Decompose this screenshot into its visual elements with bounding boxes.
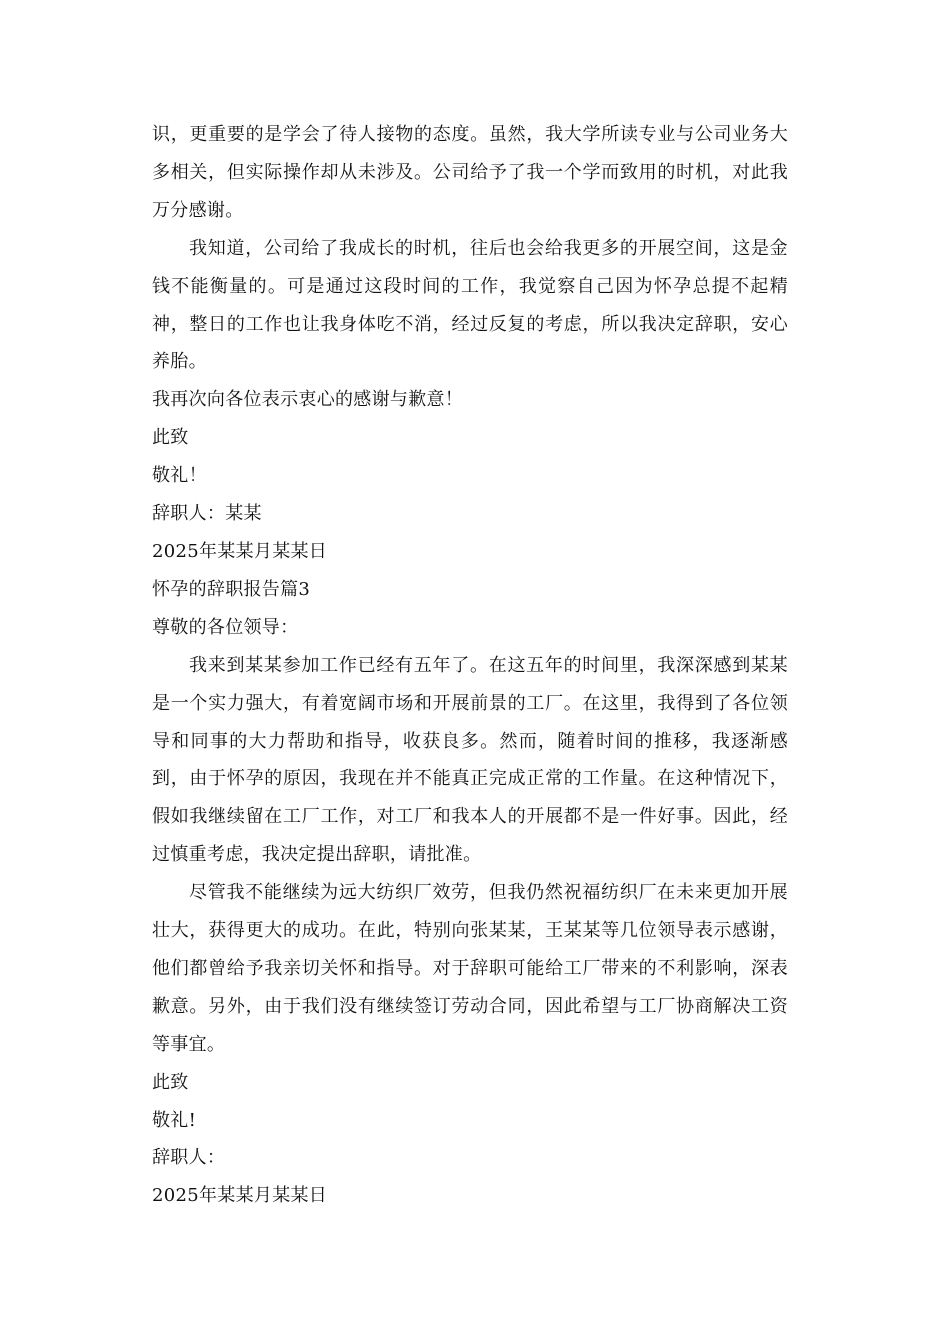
closing-respect: 敬礼!	[152, 1109, 197, 1131]
signer: 辞职人：某某	[152, 503, 262, 525]
paragraph: 我来到某某参加工作已经有五年了。在这五年的时间里，我深深感到某某是一个实力强大，有着宽阔市场和开展前景的工厂。在这里，我得到了各位领导和同事的大力帮助和指导，收获良多。然而，随着时间的推移，我逐渐感到，由于怀孕的原因，我现在并不能真正完成正常的工作量。在这种情况下，假如我继续留在工厂工作，对工厂和我本人的开展都不是一件好事。因此，经过慎重考虑，我决定提出辞职，请批准。	[152, 654, 788, 866]
paragraph-thanks: 我再次向各位表示衷心的感谢与歉意！	[152, 389, 464, 411]
date: 2025年某某月某某日	[152, 1185, 328, 1207]
document-body	[152, 116, 788, 1215]
signer: 辞职人：	[152, 1147, 226, 1169]
closing-salute: 此致	[152, 1071, 189, 1093]
closing-salute: 此致	[152, 427, 189, 449]
date: 2025年某某月某某日	[152, 540, 328, 562]
closing-respect: 敬礼！	[152, 465, 207, 487]
greeting: 尊敬的各位领导：	[152, 616, 299, 638]
section-title: 怀孕的辞职报告篇3	[152, 578, 311, 600]
paragraph: 尽管我不能继续为远大纺织厂效劳，但我仍然祝福纺织厂在未来更加开展壮大，获得更大的成功。在此，特别向张某某，王某某等几位领导表示感谢，他们都曾给予我亲切关怀和指导。对于辞职可能给工厂带来的不利影响，深表歉意。另外，由于我们没有继续签订劳动合同，因此希望与工厂协商解决工资等事宜。	[152, 882, 788, 1055]
paragraph-continuation: 识，更重要的是学会了待人接物的态度。虽然，我大学所读专业与公司业务大多相关，但实际操作却从未涉及。公司给予了我一个学而致用的时机，对此我万分感谢。	[152, 124, 788, 221]
paragraph: 我知道，公司给了我成长的时机，往后也会给我更多的开展空间，这是金钱不能衡量的。可是通过这段时间的工作，我觉察自己因为怀孕总提不起精神，整日的工作也让我身体吃不消，经过反复的考虑，所以我决定辞职，安心养胎。	[152, 237, 788, 373]
